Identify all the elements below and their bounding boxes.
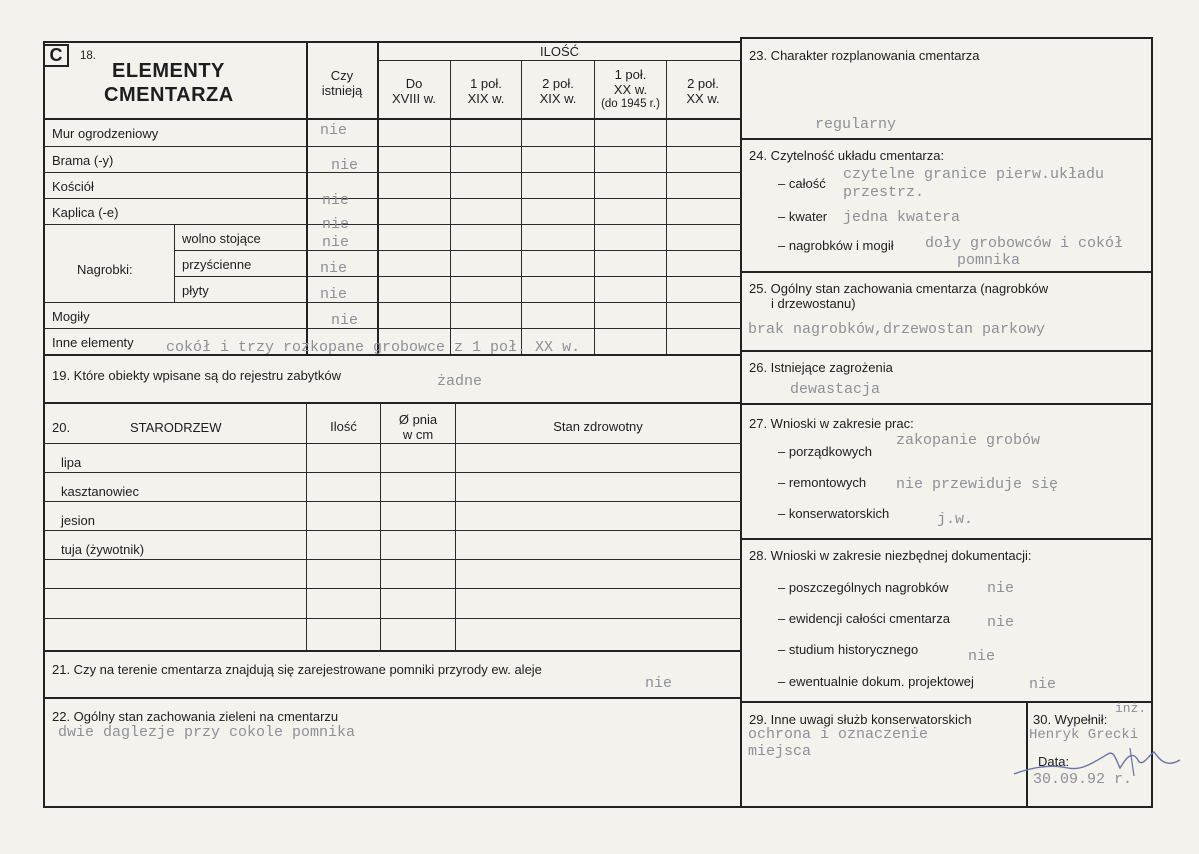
section-19-label: 19. Które obiekty wpisane są do rejestru zabytków [52,368,342,383]
section-30-date-value: 30.09.92 r. [1033,771,1133,788]
section-24-kwater-value: jedna kwatera [843,209,961,226]
period-header-3a: 2 poł. [542,76,574,91]
section-28-label: 28. Wnioski w zakresie niezbędnej dokumentacji: [749,548,1032,563]
section-27-porz-label: – porządkowych [778,444,872,459]
section-30-name: Henryk Grecki [1029,727,1139,743]
value-kaplica: nie [322,216,350,233]
row-label-brama: Brama (-y) [52,153,114,168]
signature-mark [1010,738,1190,786]
section-22-value: dwie daglezje przy cokole pomnika [58,724,356,741]
section-24-calosc-value-2: przestrz. [843,184,925,201]
section-28-item-1-label: – poszczególnych nagrobków [778,580,949,595]
section-28-item-2-value: nie [987,614,1015,631]
section-27-kons-label: – konserwatorskich [778,506,890,521]
section-letter-box: C [43,44,69,67]
row-label-wolno-stojace: wolno stojące [182,231,261,246]
period-header-5b: XX w. [686,91,720,106]
value-kosciol: nie [322,192,350,209]
section-20-number: 20. [52,420,71,435]
section-21-label: 21. Czy na terenie cmentarza znajdują się zarejestrowane pomniki przyrody ew. aleje [52,662,542,677]
period-header-4b: XX w. [613,82,648,97]
period-header-1a: Do [405,76,423,91]
section-28-item-3-label: – studium historycznego [778,642,919,657]
section-28-item-4-label: – ewentualnie dokum. projektowej [778,674,974,689]
section-29-value-2: miejsca [748,743,812,760]
section-27-porz-value: zakopanie grobów [896,432,1041,449]
col-czy-istnieja-1: Czy [330,68,354,83]
section-28-item-1-value: nie [987,580,1015,597]
section-28-item-4-value: nie [1029,676,1057,693]
value-plyty: nie [320,286,348,303]
section-18-title-line2: CMENTARZA [104,84,234,106]
period-header-1b: XVIII w. [391,91,437,106]
row-label-kosciol: Kościół [52,179,94,194]
period-header-2a: 1 poł. [470,76,502,91]
section-29-label: 29. Inne uwagi służb konserwatorskich [749,712,972,727]
period-header-4c: (do 1945 r.) [601,98,660,110]
tree-row-tuja: tuja (żywotnik) [61,542,145,557]
section-30-title: inż. [1115,701,1147,716]
tree-row-kasztanowiec: kasztanowiec [61,484,140,499]
period-header-5a: 2 poł. [687,76,719,91]
section-24-nagrobkow-value-1: doły grobowców i cokół [925,235,1124,252]
value-brama: nie [331,157,359,174]
section-27-rem-value: nie przewiduje się [896,476,1059,493]
section-30-date-label: Data: [1038,754,1070,769]
section-26-label: 26. Istniejące zagrożenia [749,360,893,375]
value-inne: cokół i trzy rozkopane grobowce z 1 poł. XX w. [166,339,581,356]
value-mogily: nie [331,312,359,329]
section-18-number: 18. [80,50,96,62]
col-tree-stan: Stan zdrowotny [553,419,643,434]
section-24-label: 24. Czytelność układu cmentarza: [749,148,945,163]
row-label-inne: Inne elementy [52,335,134,350]
section-24-calosc-value-1: czytelne granice pierw.układu [843,166,1105,183]
section-19-value: żadne [437,373,483,390]
section-27-label: 27. Wnioski w zakresie prac: [749,416,914,431]
section-27-kons-value: j.w. [937,511,974,528]
section-21-value: nie [645,675,673,692]
row-label-mur: Mur ogrodzeniowy [52,126,159,141]
row-label-mogily: Mogiły [52,309,90,324]
section-28-item-2-label: – ewidencji całości cmentarza [778,611,950,626]
value-wolno-stojace: nie [322,234,350,251]
section-22-label: 22. Ogólny stan zachowania zieleni na cmentarzu [52,709,339,724]
row-label-przyscienne: przyścienne [182,257,252,272]
period-header-4a: 1 poł. [614,67,647,82]
section-23-value: regularny [815,116,897,133]
section-18-title-line1: ELEMENTY [112,60,225,82]
section-24-nagrobkow-label: – nagrobków i mogił [778,238,894,253]
section-25-label-2: i drzewostanu) [771,296,856,311]
col-czy-istnieja-2: istnieją [321,83,363,98]
section-27-rem-label: – remontowych [778,475,867,490]
row-label-plyty: płyty [182,283,209,298]
section-26-value: dewastacja [790,381,881,398]
section-24-calosc-label: – całość [778,176,826,191]
section-30-label: 30. Wypełnił: [1033,712,1108,727]
section-24-kwater-label: – kwater [778,209,828,224]
section-25-label-1: 25. Ogólny stan zachowania cmentarza (nagrobków [749,281,1049,296]
col-tree-pnia-2: w cm [402,427,434,442]
col-tree-pnia-1: Ø pnia [398,412,438,427]
period-header-3b: XIX w. [539,91,577,106]
value-mur: nie [320,122,348,139]
section-28-item-3-value: nie [968,648,996,665]
section-25-value: brak nagrobków,drzewostan parkowy [748,321,1046,338]
row-label-kaplica: Kaplica (-e) [52,205,119,220]
section-24-nagrobkow-value-2: pomnika [957,252,1021,269]
tree-row-jesion: jesion [61,513,95,528]
section-23-label: 23. Charakter rozplanowania cmentarza [749,48,980,63]
row-label-nagrobki: Nagrobki: [77,262,133,277]
section-29-value-1: ochrona i oznaczenie [748,726,929,743]
col-ilosc-header: ILOŚĆ [539,44,579,59]
tree-row-lipa: lipa [61,455,82,470]
section-20-title: STARODRZEW [130,420,222,435]
col-tree-ilosc: Ilość [330,419,357,434]
value-przyscienne: nie [320,260,348,277]
period-header-2b: XIX w. [467,91,505,106]
